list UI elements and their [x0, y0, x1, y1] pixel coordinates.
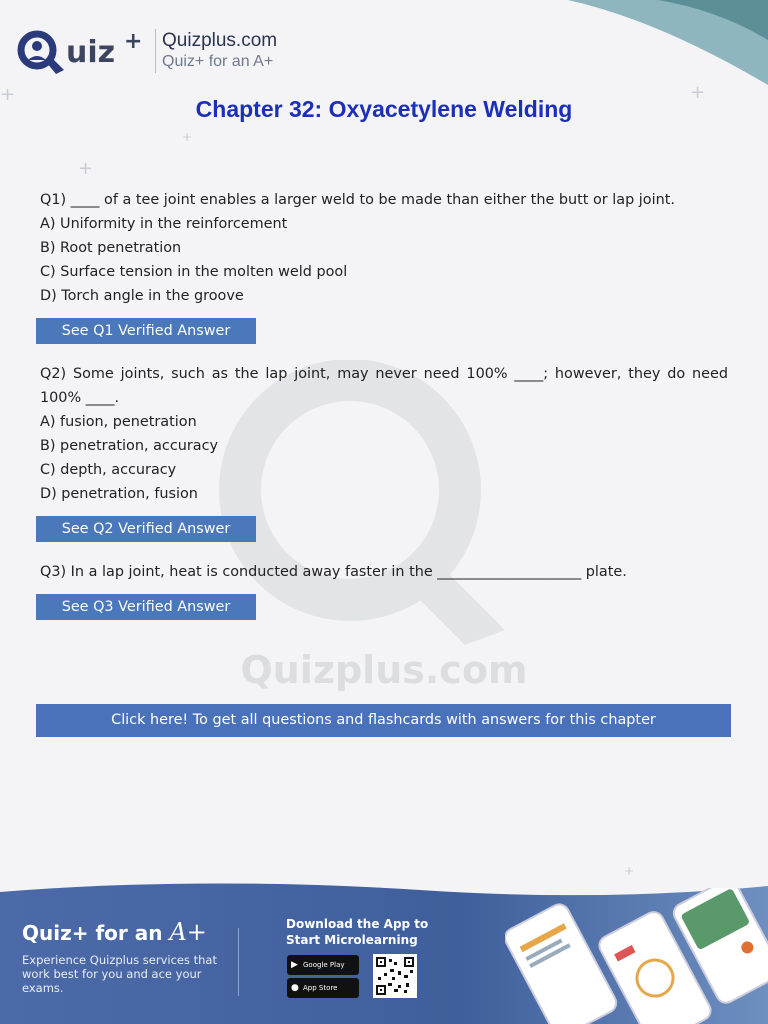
option-a: A) fusion, penetration [40, 414, 197, 430]
page-title: Chapter 32: Oxyacetylene Welding [195, 96, 573, 122]
question-2 [40, 362, 728, 542]
option-d: D) penetration, fusion [40, 486, 198, 502]
app-store-button[interactable] [287, 978, 359, 998]
question-1 [40, 188, 728, 344]
option-a: A) Uniformity in the reinforcement [40, 216, 288, 232]
decorative-plus-icon: + [182, 130, 193, 144]
site-tagline: Quiz+ for an A+ [162, 53, 274, 70]
svg-text:+: + [124, 29, 143, 54]
svg-text:uiz: uiz [66, 35, 116, 70]
logo-separator [155, 29, 156, 73]
question-text: Q3) In a lap joint, heat is conducted away faster in the ____________________ plate. [40, 564, 627, 580]
option-b: B) Root penetration [40, 240, 182, 256]
app-store-label: App Store [303, 984, 338, 992]
quizplus-logo[interactable] [16, 24, 277, 78]
option-b: B) penetration, accuracy [40, 438, 219, 454]
see-q1-answer-button[interactable]: See Q1 Verified Answer [36, 318, 256, 344]
footer-description: Experience Quizplus services that work best for you and ace your exams. [22, 953, 217, 995]
decorative-plus-icon: + [690, 82, 706, 103]
logo-text [162, 30, 277, 72]
qr-code-icon[interactable] [373, 954, 417, 998]
question-text: Q1) ____ of a tee joint enables a larger weld to be made than either the butt or lap joint. [40, 192, 675, 208]
option-d: D) Torch angle in the groove [40, 288, 244, 304]
question-text: Q2) Some joints, such as the lap joint, may never need 100% ____; however, they do need 100% ____. [40, 366, 728, 406]
footer-brand [22, 918, 207, 946]
download-line-2: Start Microlearning [286, 933, 418, 947]
footer-separator [238, 928, 239, 996]
app-phones-illustration [505, 888, 768, 1024]
decorative-plus-icon: + [624, 864, 635, 878]
quiz-plus-logo-icon [16, 24, 151, 78]
option-c: C) depth, accuracy [40, 462, 177, 478]
watermark-text: Quizplus.com [240, 648, 528, 692]
footer-aplus: A+ [169, 918, 207, 946]
footer-brand-text: Quiz+ for an [22, 921, 163, 945]
google-play-icon: ▶ [291, 960, 298, 970]
site-name[interactable]: Quizplus.com [162, 30, 278, 51]
download-app-text [286, 916, 428, 948]
decorative-plus-icon: + [78, 158, 94, 179]
questions-list [40, 188, 728, 638]
get-all-questions-button[interactable]: Click here! To get all questions and flashcards with answers for this chapter [36, 704, 731, 737]
google-play-label: Google Play [303, 961, 345, 969]
see-q3-answer-button[interactable]: See Q3 Verified Answer [36, 594, 256, 620]
google-play-button[interactable] [287, 955, 359, 975]
apple-icon: ● [291, 983, 299, 993]
question-3 [40, 560, 728, 620]
see-q2-answer-button[interactable]: See Q2 Verified Answer [36, 516, 256, 542]
decorative-plus-icon: + [0, 84, 16, 105]
download-line-1: Download the App to [286, 917, 429, 931]
option-c: C) Surface tension in the molten weld pool [40, 264, 348, 280]
